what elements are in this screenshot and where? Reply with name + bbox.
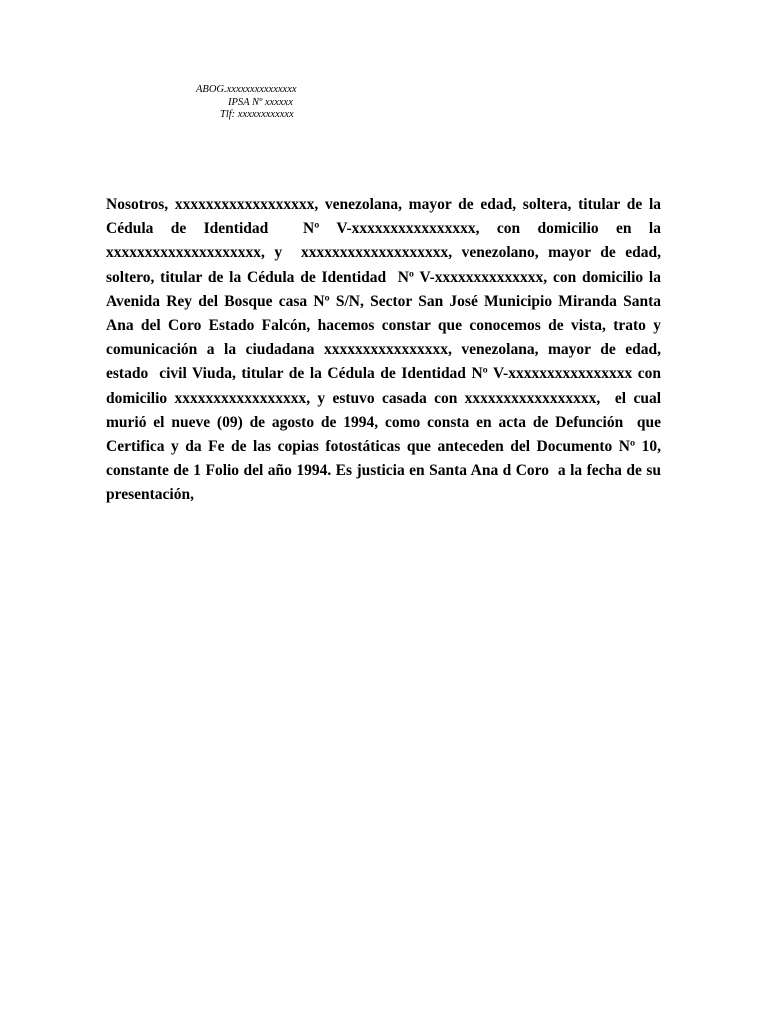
ipsa-number: IPSA Nº xxxxxx <box>228 96 293 108</box>
lawyer-name: ABOG.xxxxxxxxxxxxxxx <box>196 84 297 95</box>
declaration-paragraph: Nosotros, xxxxxxxxxxxxxxxxxx, venezolana, mayor de edad, soltera, titular de la Cédula de Identidad Nº V-xxxxxxxxxxxxxxxx, con domicilio en la xxxxxxxxxxxxxxxxxxxx, y xxxxxxxxxxxxxxxxxxx, venezolano, mayor de edad, soltero, titular de la Cédula de Identidad Nº V-xxxxxxxxxxxxxx, con domicilio la Avenida Rey del Bosque casa Nº S/N, Sector San José Municipio Miranda Santa Ana del Coro Estado Falcón, hacemos constar que conocemos de vista, trato y comunicación a la ciudadana xxxxxxxxxxxxxxxx, venezolana, mayor de edad, estado civil Viuda, titular de la Cédula de Identidad Nº V-xxxxxxxxxxxxxxxx con domicilio xxxxxxxxxxxxxxxxx, y estuvo casada con xxxxxxxxxxxxxxxxx, el cual murió el nueve (09) de agosto de 1994, como consta en acta de Defunción que Certifica y da Fe de las copias fotostáticas que anteceden del Documento Nº 10, constante de 1 Folio del año 1994. Es justicia en Santa Ana d Coro a la fecha de su presentación, <box>106 196 665 504</box>
lawyer-header <box>196 84 297 122</box>
phone-number: Tlf: xxxxxxxxxxxx <box>220 109 294 120</box>
